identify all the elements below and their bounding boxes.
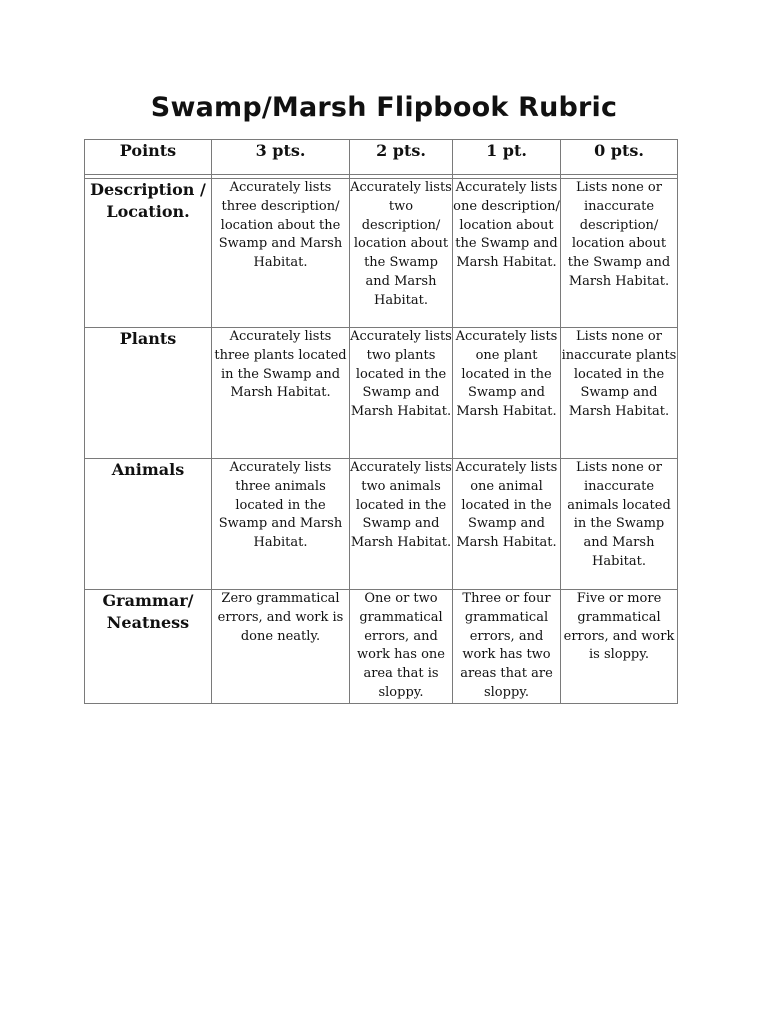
cell-plants-3: Accurately lists three plants located in the Swamp and Marsh Habitat. <box>212 328 350 459</box>
cell-description-2: Accurately lists two description/ location about the Swamp and Marsh Habitat. <box>350 179 453 328</box>
cell-description-0: Lists none or inaccurate description/ location about the Swamp and Marsh Habitat. <box>561 179 678 328</box>
cell-plants-0: Lists none or inaccurate plants located in the Swamp and Marsh Habitat. <box>561 328 678 459</box>
header-row <box>85 140 678 175</box>
cell-animals-3: Accurately lists three animals located in the Swamp and Marsh Habitat. <box>212 459 350 590</box>
rubric-table <box>84 139 678 704</box>
header-level-2: 2 pts. <box>350 140 453 175</box>
criterion-description: Description / Location. <box>85 179 212 328</box>
cell-animals-0: Lists none or inaccurate animals located in the Swamp and Marsh Habitat. <box>561 459 678 590</box>
page-title: Swamp/Marsh Flipbook Rubric <box>150 92 618 123</box>
cell-description-1: Accurately lists one description/ location about the Swamp and Marsh Habitat. <box>453 179 561 328</box>
header-level-3: 3 pts. <box>212 140 350 175</box>
cell-animals-1: Accurately lists one animal located in the Swamp and Marsh Habitat. <box>453 459 561 590</box>
cell-description-3: Accurately lists three description/ location about the Swamp and Marsh Habitat. <box>212 179 350 328</box>
cell-grammar-1: Three or four grammatical errors, and work has two areas that are sloppy. <box>453 590 561 704</box>
header-criteria: Points <box>85 140 212 175</box>
table-row <box>85 459 678 590</box>
cell-plants-2: Accurately lists two plants located in the Swamp and Marsh Habitat. <box>350 328 453 459</box>
cell-grammar-3: Zero grammatical errors, and work is done neatly. <box>212 590 350 704</box>
cell-grammar-2: One or two grammatical errors, and work has one area that is sloppy. <box>350 590 453 704</box>
cell-animals-2: Accurately lists two animals located in the Swamp and Marsh Habitat. <box>350 459 453 590</box>
cell-plants-1: Accurately lists one plant located in the Swamp and Marsh Habitat. <box>453 328 561 459</box>
criterion-animals: Animals <box>85 459 212 590</box>
table-row <box>85 590 678 704</box>
cell-grammar-0: Five or more grammatical errors, and work is sloppy. <box>561 590 678 704</box>
criterion-plants: Plants <box>85 328 212 459</box>
header-level-0: 0 pts. <box>561 140 678 175</box>
table-row <box>85 179 678 328</box>
header-level-1: 1 pt. <box>453 140 561 175</box>
table-row <box>85 328 678 459</box>
criterion-grammar: Grammar/ Neatness <box>85 590 212 704</box>
